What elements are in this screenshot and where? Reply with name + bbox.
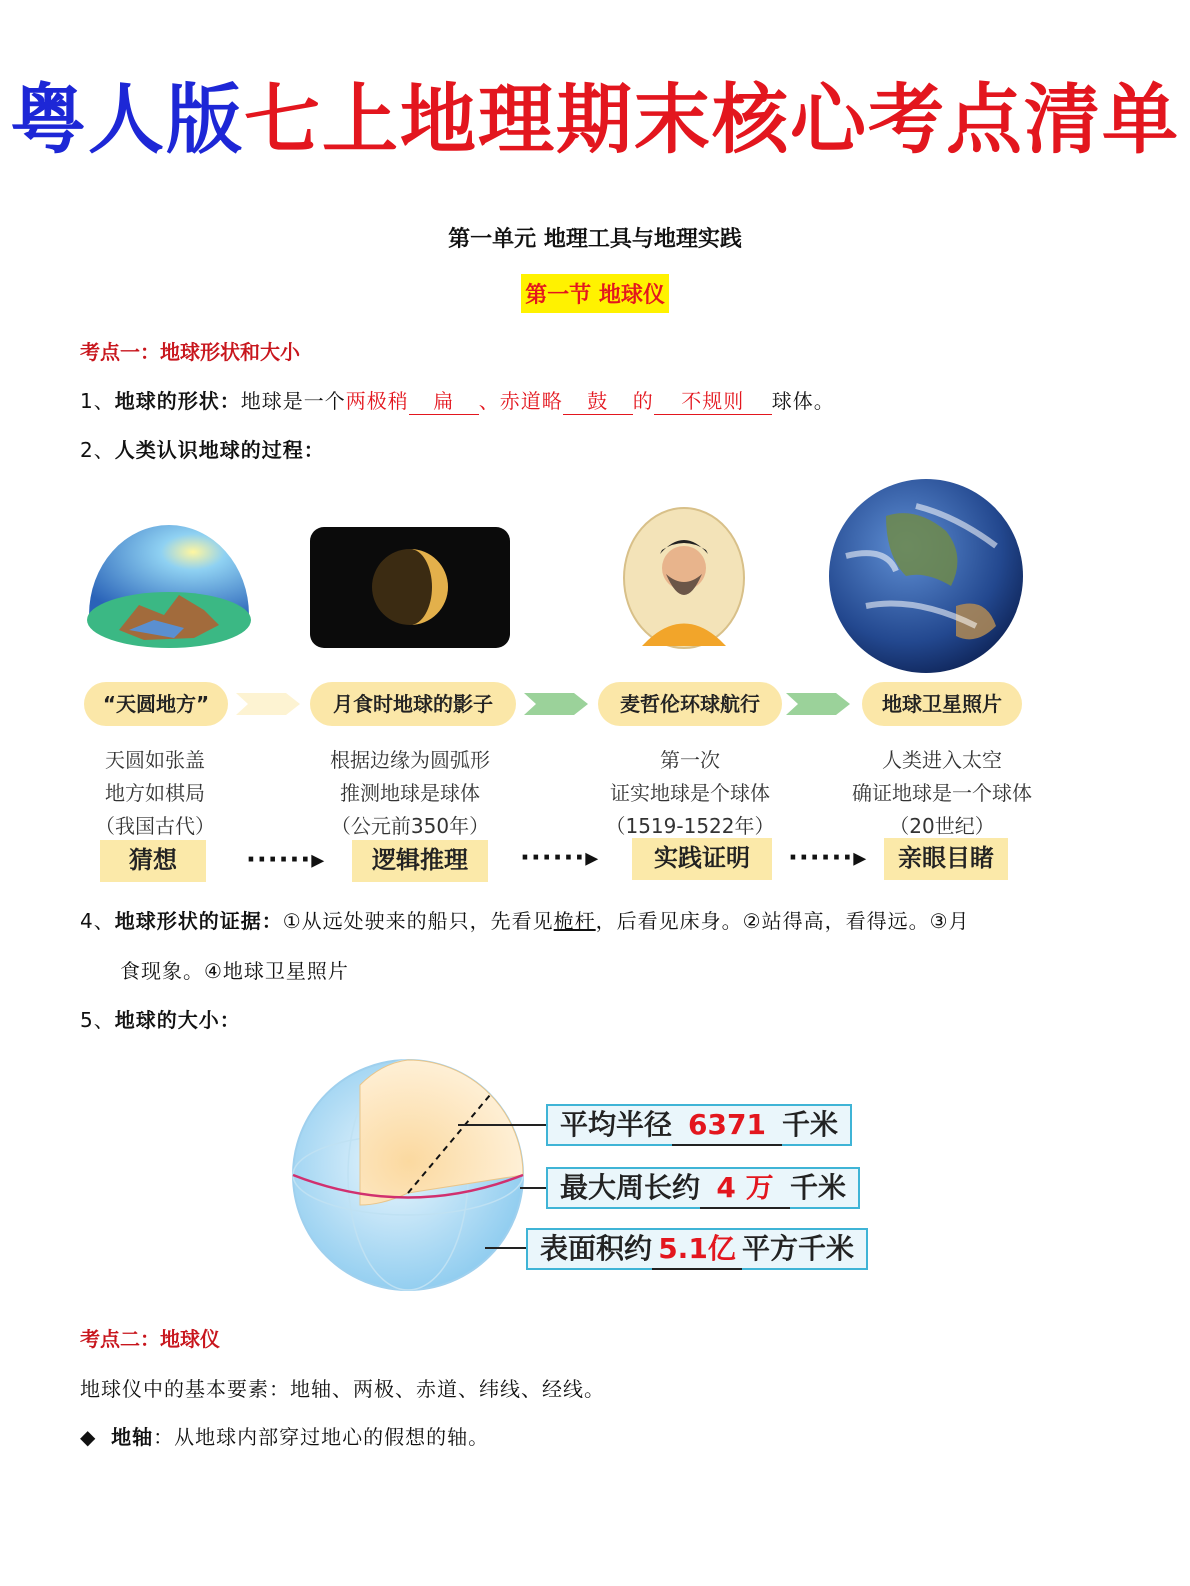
earth-satellite-image [826, 476, 1026, 676]
radius-value: 6371 [672, 1106, 782, 1146]
surface-area-label: 表面积约 [540, 1232, 653, 1265]
item4-line2: 食现象。④地球卫星照片 [120, 959, 349, 983]
timeline-desc-3 [580, 744, 800, 843]
circumference-label: 最大周长约 [560, 1171, 701, 1204]
timeline-tag-4: 亲眼目睹 [884, 838, 1008, 880]
unit-heading: 第一单元 地理工具与地理实践 [448, 227, 742, 252]
surface-area-box [526, 1228, 868, 1270]
section-heading-wrap [0, 274, 1190, 313]
timeline-desc-1-line1: 天圆如张盖 [105, 748, 205, 772]
circumference-unit: 千米 [790, 1171, 847, 1204]
item5-line [80, 1004, 241, 1033]
timeline-desc-4 [830, 744, 1054, 843]
timeline-desc-2-line1: 根据边缘为圆弧形 [330, 748, 490, 772]
circumference-box [546, 1167, 860, 1209]
timeline-desc-4-line2: 确证地球是一个球体 [852, 781, 1032, 805]
timeline-tag-3: 实践证明 [632, 838, 772, 880]
arrow-connector-3 [786, 693, 852, 715]
item1-text1: 地球是一个 [240, 389, 346, 413]
item1-red2: 、赤道略 [478, 389, 563, 413]
radius-box [546, 1104, 852, 1146]
axis-label: 地轴 [111, 1425, 154, 1449]
timeline-desc-2 [300, 744, 520, 843]
timeline-pill-3: 麦哲伦环球航行 [598, 682, 782, 726]
item1-label: 地球的形状： [114, 389, 241, 413]
surface-area-value: 5.1亿 [652, 1230, 742, 1270]
kp2-heading: 考点二：地球仪 [80, 1327, 220, 1351]
item1-text2: 球体。 [771, 389, 835, 413]
timeline-desc-1-line3: （我国古代） [95, 814, 215, 838]
sky-dome-image [84, 520, 254, 650]
title-edition: 粤人版 [10, 75, 244, 164]
title-main: 七上地理期末核心考点清单 [244, 75, 1180, 164]
item1-blank1: 扁 [409, 385, 479, 415]
timeline-pill-1: “天圆地方” [84, 682, 228, 726]
section-heading: 第一节 地球仪 [521, 274, 669, 313]
timeline-desc-1-line2: 地方如棋局 [105, 781, 205, 805]
kp1-heading: 考点一：地球形状和大小 [80, 340, 300, 364]
lunar-eclipse-image [310, 527, 510, 648]
item5-label: 地球的大小： [114, 1008, 241, 1032]
timeline-desc-2-line3: （公元前350年） [330, 814, 490, 838]
arrow-connector-1 [236, 693, 302, 715]
timeline-desc-1 [60, 744, 250, 843]
circumference-value: 4 万 [700, 1169, 790, 1209]
item1-blank2: 鼓 [563, 385, 633, 415]
timeline-pill-4: 地球卫星照片 [862, 682, 1022, 726]
axis-text: ：从地球内部穿过地心的假想的轴。 [153, 1425, 490, 1449]
item1-red1: 两极稍 [345, 389, 409, 413]
surface-area-unit: 平方千米 [742, 1232, 855, 1265]
timeline-pill-2: 月食时地球的影子 [310, 682, 516, 726]
timeline-desc-2-line2: 推测地球是球体 [340, 781, 480, 805]
item1-red3: 的 [632, 389, 654, 413]
timeline-desc-4-line3: （20世纪） [889, 814, 995, 838]
item2-label: 人类认识地球的过程： [114, 438, 325, 462]
item4-text2: ，后看见床身。②站得高，看得远。③月 [595, 909, 970, 933]
radius-label: 平均半径 [560, 1108, 673, 1141]
dots-arrow-3: ······▸ [788, 843, 868, 873]
axis-line [80, 1421, 489, 1450]
arrow-connector-2 [524, 693, 590, 715]
timeline-desc-4-line1: 人类进入太空 [882, 748, 1002, 772]
timeline-tag-2: 逻辑推理 [352, 840, 488, 882]
diamond-bullet-icon: ◆ [80, 1425, 97, 1449]
item4-num: 4、 [80, 909, 115, 933]
item2-num: 2、 [80, 438, 115, 462]
timeline-desc-3-line2: 证实地球是个球体 [610, 781, 770, 805]
item4-text1: ①从远处驶来的船只，先看见 [282, 909, 554, 933]
item2-line [80, 434, 325, 463]
item4-underline: 桅杆 [553, 909, 596, 933]
magellan-portrait-image [622, 506, 746, 650]
item1-line [80, 385, 835, 415]
globe-elements-line: 地球仪中的基本要素：地轴、两极、赤道、纬线、经线。 [80, 1377, 605, 1401]
dots-arrow-1: ······▸ [246, 845, 326, 875]
item4-line [80, 905, 1110, 934]
page-title [0, 75, 1190, 164]
item1-blank3: 不规则 [654, 385, 772, 415]
item5-num: 5、 [80, 1008, 115, 1032]
dots-arrow-2: ······▸ [520, 843, 600, 873]
timeline-desc-3-line1: 第一次 [660, 748, 720, 772]
radius-unit: 千米 [782, 1108, 839, 1141]
timeline-tag-1: 猜想 [100, 840, 206, 882]
item1-num: 1、 [80, 389, 115, 413]
item4-label: 地球形状的证据： [114, 909, 283, 933]
timeline-desc-3-line3: （1519-1522年） [605, 814, 775, 838]
